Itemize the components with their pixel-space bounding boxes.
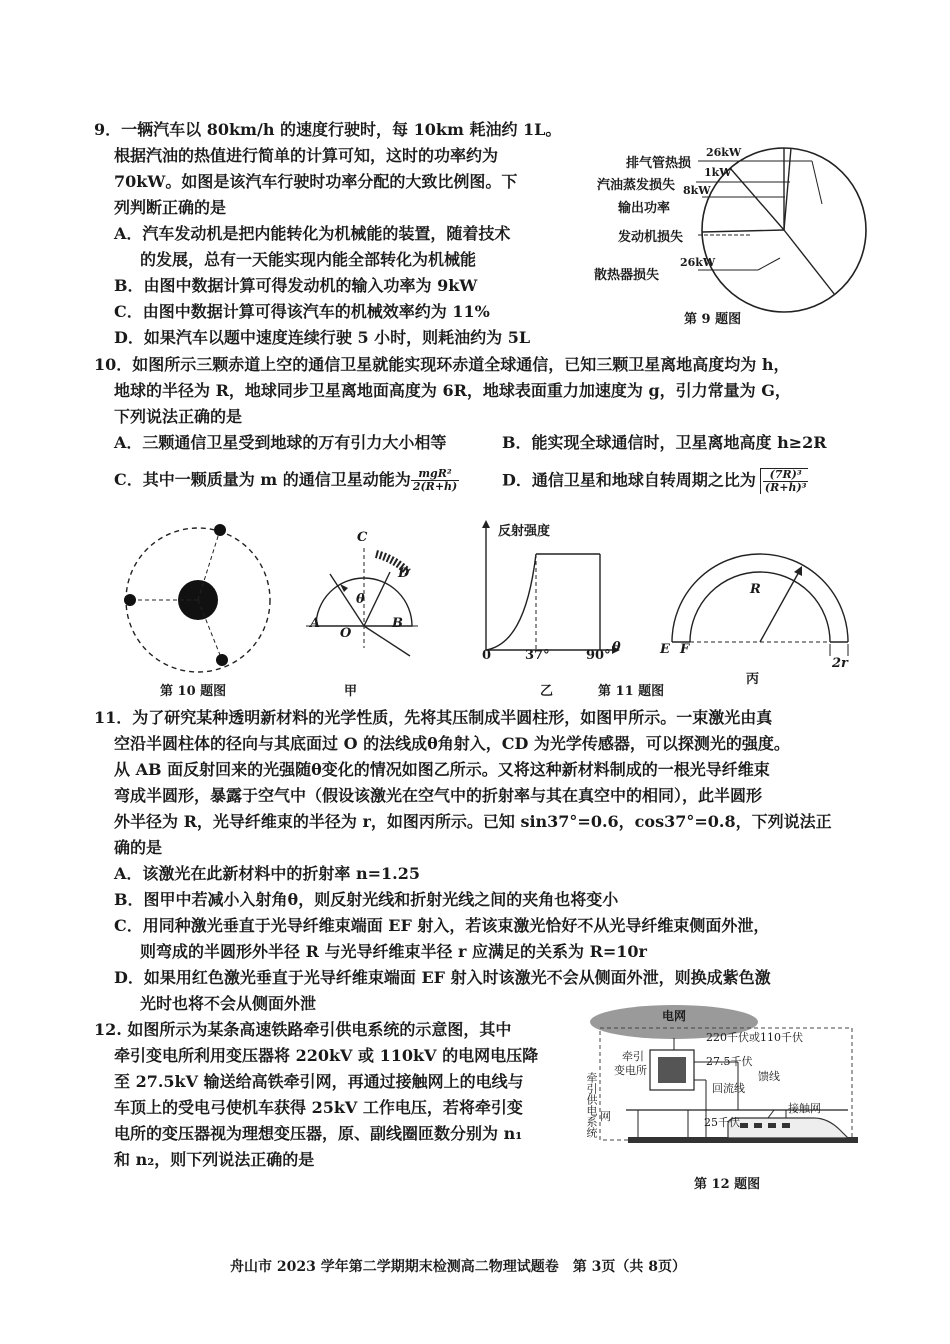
q12-line-4: 车顶上的受电弓使机车获得 25kV 工作电压，若将牵引变 (114, 1098, 523, 1117)
transformer-icon (658, 1057, 686, 1083)
bing-label-e: E (660, 642, 670, 657)
q11-line-1: 11．为了研究某种透明新材料的光学性质，先将其压制成半圆柱形，如图甲所示。一束激光由真 (94, 708, 773, 727)
q12-feeder-label: 馈线 (758, 1070, 780, 1083)
q10-option-a: A．三颗通信卫星受到地球的万有引力大小相等 (114, 433, 447, 452)
yi-ylabel: 反射强度 (498, 524, 551, 539)
q10-figure-caption: 第 10 题图 (160, 684, 227, 699)
q12-line-6: 和 n₂，则下列说法正确的是 (114, 1150, 315, 1169)
q12-substation-2: 变电所 (614, 1064, 647, 1077)
q9-option-c: C．由图中数据计算可得该汽车的机械效率约为 11% (114, 302, 490, 321)
q12-line-2: 牵引变电所利用变压器将 220kV 或 110kV 的电网电压降 (114, 1046, 539, 1065)
q10-option-c (114, 468, 459, 493)
q12-side-label: 牵引供电系统 (585, 1072, 598, 1138)
q9-line-1: 9．一辆汽车以 80km/h 的速度行驶时，每 10km 耗油约 1L。 (94, 120, 562, 139)
q12-return-label: 回流线 (712, 1082, 745, 1095)
q10-option-c-fraction (411, 468, 459, 493)
jia-label-d: D (398, 566, 410, 581)
satellite-icon (124, 594, 136, 606)
jia-label-o: O (340, 626, 352, 641)
frac-numerator: (7R)³ (763, 469, 809, 482)
q9-line-3: 70kW。如图是该汽车行驶时功率分配的大致比例图。下 (114, 172, 518, 191)
yi-tick-90: 90° (586, 648, 611, 663)
q11-option-c-cont: 则弯成的半圆形外半径 R 与光导纤维束半径 r 应满足的关系为 R=10r (140, 942, 647, 961)
q10-line-2: 地球的半径为 R，地球同步卫星离地面高度为 6R，地球表面重力加速度为 g，引力常量为 G， (114, 381, 791, 400)
frac-numerator: mgR² (411, 468, 459, 481)
jia-label-c: C (357, 530, 368, 545)
q11-line-4: 弯成半圆形，暴露于空气中（假设该激光在空气中的折射率与其在真空中的相同），此半圆形 (114, 786, 763, 805)
q11-line-5: 外半径为 R，光导纤维束的半径为 r，如图丙所示。已知 sin37°=0.6，cos37°=0.8，下列说法正 (114, 812, 832, 831)
pie-value-exhaust: 26kW (706, 146, 742, 159)
jia-label-theta: θ (356, 592, 365, 607)
pie-value-radiator: 26kW (680, 256, 716, 269)
q10-satellite-figure (118, 520, 288, 680)
fig11-jia-caption: 甲 (344, 684, 358, 699)
pie-value-evaporation: 1kW (704, 166, 732, 179)
q11-line-6: 确的是 (114, 838, 163, 857)
q12-figure-caption: 第 12 题图 (694, 1177, 761, 1192)
bing-label-f: F (680, 642, 690, 657)
yi-tick-theta: θ (612, 640, 621, 655)
bing-label-2r: 2r (832, 656, 848, 671)
q9-option-a: A．汽车发动机是把内能转化为机械能的装置，随着技术 (114, 224, 511, 243)
q10-option-d (502, 468, 808, 494)
fig11-yi-caption: 乙 (540, 684, 554, 699)
yi-tick-37: 37° (525, 648, 550, 663)
sqrt-sign (760, 468, 809, 494)
q9-option-d: D．如果汽车以题中速度连续行驶 5 小时，则耗油约为 5L (114, 328, 531, 347)
q12-voltage-220: 220千伏或110千伏 (706, 1031, 803, 1044)
jia-label-a: A (310, 616, 321, 631)
q12-voltage-27-5: 27.5千伏 (706, 1055, 753, 1068)
q11-option-a: A．该激光在此新材料中的折射率 n=1.25 (114, 864, 420, 883)
satellite-icon (214, 524, 226, 536)
pie-value-output: 8kW (683, 184, 711, 197)
q12-grid-label: 电网 (662, 1009, 687, 1023)
q11-line-2: 空沿半圆柱体的径向与其底面过 O 的法线成θ角射入，CD 为光学传感器，可以探测光的强度。 (114, 734, 790, 753)
q9-option-a-cont: 的发展，总有一天能实现内能全部转化为机械能 (140, 250, 477, 269)
q12-contact-label: 接触网 (788, 1102, 821, 1115)
q11-option-b: B．图甲中若减小入射角θ，则反射光线和折射光线之间的夹角也将变小 (114, 890, 619, 909)
q11-line-3: 从 AB 面反射回来的光强随θ变化的情况如图乙所示。又将这种新材料制成的一根光导纤维束 (114, 760, 770, 779)
q11-option-d: D．如果用红色激光垂直于光导纤维束端面 EF 射入时该激光不会从侧面外泄，则换成紫色激 (114, 968, 771, 987)
q12-line-5: 电所的变压器视为理想变压器，原、副线圈匝数分别为 n₁ (114, 1124, 523, 1143)
q10-line-1: 10．如图所示三颗赤道上空的通信卫星就能实现环赤道全球通信，已知三颗卫星离地高度均为 h， (94, 355, 790, 374)
pie-label-exhaust: 排气管热损 (626, 156, 692, 171)
q12-line-3: 至 27.5kV 输送给高铁牵引网，再通过接触网上的电线与 (114, 1072, 524, 1091)
pie-label-radiator: 散热器损失 (594, 268, 660, 283)
q12-line-1: 12. 如图所示为某条高速铁路牵引供电系统的示意图，其中 (94, 1020, 512, 1039)
pie-label-evaporation: 汽油蒸发损失 (597, 178, 676, 193)
jia-label-b: B (392, 616, 403, 631)
q9-line-4: 列判断正确的是 (114, 198, 227, 217)
q12-net-label: 网 (600, 1110, 611, 1123)
pie-label-engine: 发动机损失 (618, 230, 684, 245)
pie-label-output: 输出功率 (618, 201, 671, 216)
q10-option-d-fraction (763, 469, 809, 494)
fig11-yi-graph (470, 520, 620, 660)
q11-option-d-cont: 光时也将不会从侧面外泄 (140, 994, 317, 1013)
q10-option-b: B．能实现全球通信时，卫星离地高度 h≥2R (502, 433, 827, 452)
q9-figure-caption: 第 9 题图 (684, 312, 742, 327)
q10-line-3: 下列说法正确的是 (114, 407, 243, 426)
frac-denominator: 2(R+h) (412, 480, 458, 493)
satellite-icon (216, 654, 228, 666)
reflection-curve (486, 554, 536, 650)
q11-option-c: C．用同种激光垂直于光导纤维束端面 EF 射入，若该束激光恰好不从光导纤维束侧面外泄， (114, 916, 770, 935)
q10-option-d-text: D．通信卫星和地球自转周期之比为 (502, 470, 756, 490)
q12-voltage-25: 25千伏 (704, 1116, 740, 1129)
q10-option-c-text: C．其中一颗质量为 m 的通信卫星动能为 (114, 470, 411, 489)
q9-option-b: B．由图中数据计算可得发动机的输入功率为 9kW (114, 276, 478, 295)
fig11-caption: 第 11 题图 (598, 684, 665, 699)
yi-tick-0: 0 (482, 648, 492, 663)
q12-substation-1: 牵引 (622, 1050, 644, 1063)
page-footer: 舟山市 2023 学年第二学期期末检测高二物理试题卷 第 3页（共 8页） (230, 1259, 686, 1275)
bing-label-r: R (750, 582, 761, 597)
frac-denominator: (R+h)³ (764, 481, 807, 494)
fig11-bing-caption: 丙 (746, 672, 760, 687)
fig11-bing-diagram (660, 540, 860, 660)
q9-line-2: 根据汽油的热值进行简单的计算可知，这时的功率约为 (114, 146, 499, 165)
